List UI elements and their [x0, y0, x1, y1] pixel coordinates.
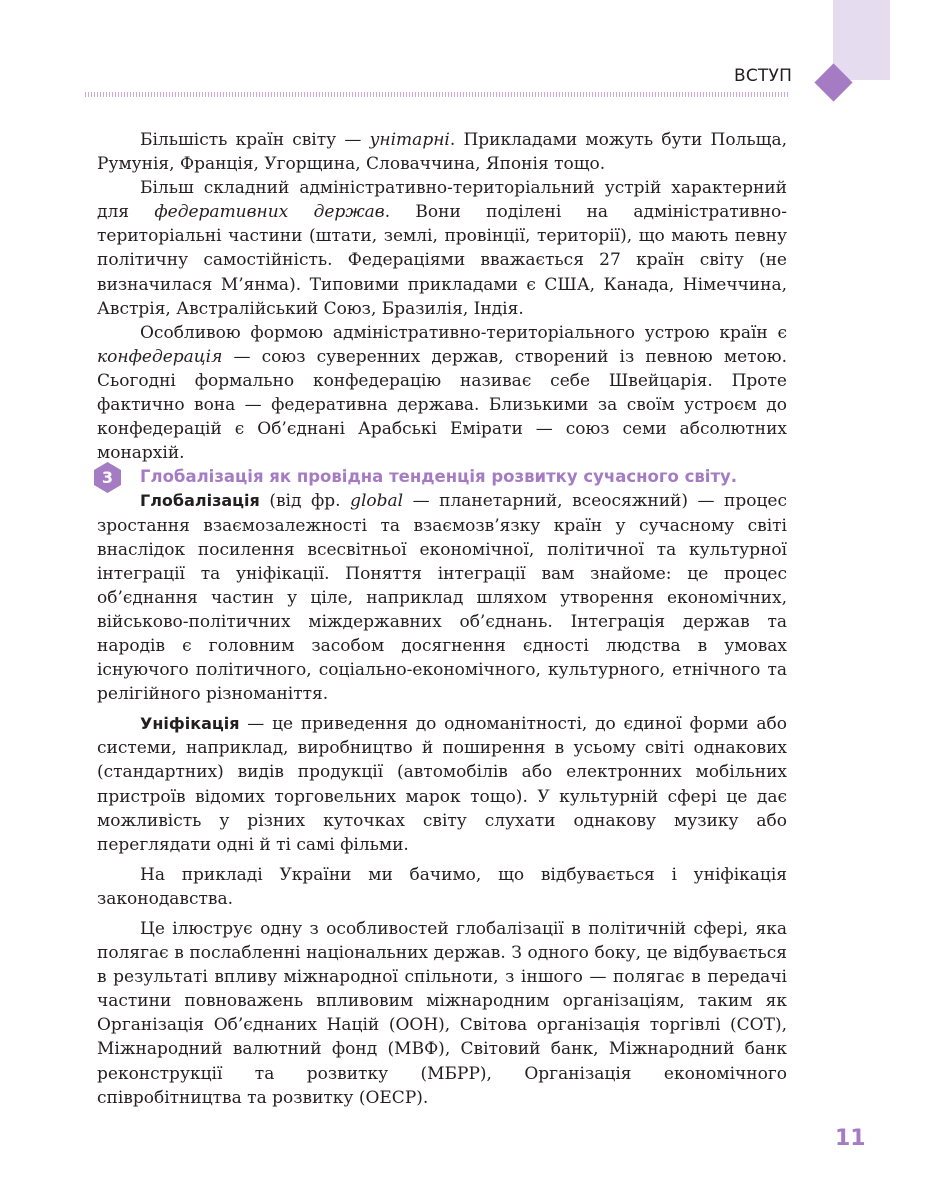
section-number: 3 [101, 468, 114, 488]
header-divider [85, 92, 790, 97]
section-label: ВСТУП [734, 66, 793, 86]
section-heading [97, 465, 787, 489]
section-title: Глобалізація як провідна тенденція розвитку сучасного світу. [140, 467, 738, 487]
term-unitary: унітарні [369, 130, 450, 150]
term-confederation: конфедерація [97, 346, 223, 367]
word-global: global [350, 491, 404, 512]
page-body [97, 128, 787, 1110]
paragraph-confederation: Особливою формою адміністративно-територіального устрою країн є конфедерація — союз суверенних держав, створений із певною метою. Сьогодні формально конфедерацію називає себе Швейцарія. Проте фактично вона — федеративна держава. Близькими за своїм устроєм до конфедерацій є Об’єднані Арабські Емірати — союз семи абсолютних монархій. [97, 322, 787, 464]
paragraph-globalization: Глобалізація (від фр. global — планетарний, всеосяжний) — процес зростання взаємозалежності та взаємозв’язку країн у сучасному світі внаслідок посилення всесвітньої економічної, політичної та культурної інтеграції та уніфікації. Поняття інтеграції вам знайоме: це процес об’єднання частин у ціле, наприклад шляхом утворення економічних, військово-політичних міждержавних об’єднань. Інтеграція держав та народів є головним засобом досягнення єдності людства в умовах існуючого політичного, соціально-економічного, культурного, етнічного та релігійного різноманіття. [97, 491, 787, 705]
term-unification: Уніфікація [140, 714, 240, 734]
paragraph-unification: Уніфікація — це приведення до одноманітності, до єдиної форми або системи, наприклад, виробництво й поширення в усьому світі однакових (стандартних) видів продукції (автомобілів або електронних мобільних пристроїв відомих торговельних марок тощо). У культурній сфері це дає можливість у різних куточках світу слухати однакову музику або переглядати одні й ті самі фільми. [97, 714, 787, 855]
page-number: 11 [835, 1126, 866, 1151]
corner-tab-decoration [833, 0, 890, 80]
paragraph-federative: Більш складний адміністративно-територіальний устрій характерний для федеративних держав. Вони поділені на адміністративно-територіальні частини (штати, землі, провінції, території), що мають певну політичну самостійність. Федераціями вважається 27 країн світу (не визначилася М’янма). Типовими прикладами є США, Канада, Німеччина, Австрія, Австралійський Союз, Бразилія, Індія. [97, 178, 787, 319]
paragraph-unitary: Більшість країн світу — унітарні. Прикладами можуть бути Польща, Румунія, Франція, Угорщина, Словаччина, Японія тощо. [97, 130, 787, 175]
paragraph-political-sphere: Це ілюструє одну з особливостей глобалізації в політичній сфері, яка полягає в послабленні національних держав. З одного боку, це відбувається в результаті впливу міжнародної спільноти, з іншого — полягає в передачі частини повноважень впливовим міжнародним організаціям, таким як Організація Об’єднаних Націй (ООН), Світова організація торгівлі (СОТ), Міжнародний валютний фонд (МВФ), Світовий банк, Міжнародний банк реконструкції та розвитку (МБРР), Організація економічного співробітництва та розвитку (ОЕСР). [97, 919, 787, 1108]
term-globalization: Глобалізація [140, 491, 260, 511]
term-federative: федеративних держав [154, 202, 385, 223]
section-number-hexagon-icon [91, 461, 124, 494]
paragraph-ukraine-example: На прикладі України ми бачимо, що відбувається і уніфікація законодавства. [97, 864, 787, 909]
